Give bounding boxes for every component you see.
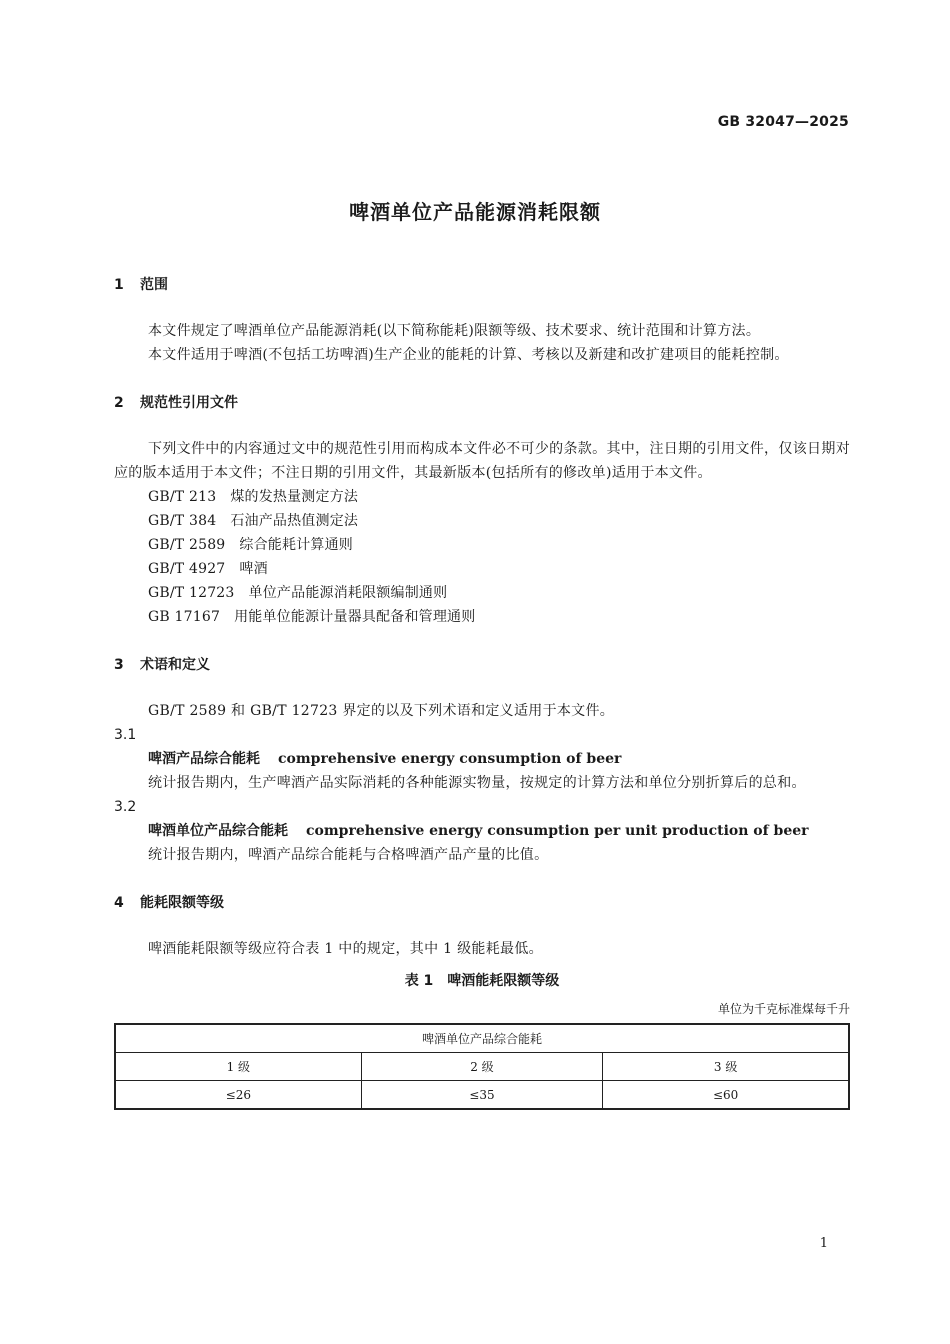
term-name-zh: 啤酒产品综合能耗 — [148, 751, 260, 767]
table-grade-cell: 3 级 — [603, 1053, 849, 1081]
section-1-number: 1 — [114, 277, 124, 293]
reference-title: 单位产品能源消耗限额编制通则 — [248, 585, 448, 601]
reference-code: GB/T 2589 — [148, 537, 226, 553]
table-header-cell: 啤酒单位产品综合能耗 — [115, 1024, 849, 1053]
term-number: 3.2 — [114, 799, 137, 815]
section-3-intro: GB/T 2589 和 GB/T 12723 界定的以及下列术语和定义适用于本文件。 — [148, 703, 615, 719]
table-caption: 表 1 啤酒能耗限额等级 — [404, 973, 560, 989]
reference-item — [114, 509, 850, 533]
document-title: 啤酒单位产品能源消耗限额 — [349, 200, 601, 224]
section-3-title: 术语和定义 — [140, 657, 210, 673]
term-definition: 统计报告期内，啤酒产品综合能耗与合格啤酒产品产量的比值。 — [148, 847, 549, 863]
section-2-title: 规范性引用文件 — [140, 395, 238, 411]
document-body — [114, 273, 850, 1110]
term-name — [114, 819, 850, 843]
section-1-paragraph-1: 本文件规定了啤酒单位产品能源消耗(以下简称能耗)限额等级、技术要求、统计范围和计算方法。 — [148, 323, 761, 339]
reference-title: 用能单位能源计量器具配备和管理通则 — [234, 609, 476, 625]
section-1-paragraph-2: 本文件适用于啤酒(不包括工坊啤酒)生产企业的能耗的计算、考核以及新建和改扩建项目的能耗控制。 — [148, 347, 789, 363]
table-grade-cell: 1 级 — [115, 1053, 361, 1081]
section-4-number: 4 — [114, 895, 124, 911]
reference-title: 啤酒 — [239, 561, 268, 577]
term-definition: 统计报告期内，生产啤酒产品实际消耗的各种能源实物量，按规定的计算方法和单位分别折算后的总和。 — [148, 775, 806, 791]
section-2-heading — [114, 391, 850, 415]
reference-code: GB/T 213 — [148, 489, 217, 505]
table-row — [115, 1053, 849, 1081]
reference-item — [114, 533, 850, 557]
table-unit-note: 单位为千克标准煤每千升 — [717, 1002, 850, 1016]
term-number: 3.1 — [114, 727, 137, 743]
reference-item — [114, 605, 850, 629]
standard-code: GB 32047—2025 — [717, 114, 849, 130]
term-name-en: comprehensive energy consumption of beer — [278, 751, 622, 767]
table-value-cell: ≤26 — [115, 1081, 361, 1110]
term-name — [114, 747, 850, 771]
section-2-number: 2 — [114, 395, 124, 411]
reference-item — [114, 485, 850, 509]
reference-title: 综合能耗计算通则 — [239, 537, 354, 553]
section-2-intro: 下列文件中的内容通过文中的规范性引用而构成本文件必不可少的条款。其中，注日期的引用文件，仅该日期对应的版本适用于本文件；不注日期的引用文件，其最新版本(包括所有的修改单)适用于本文件。 — [114, 441, 850, 481]
table-grade-cell: 2 级 — [361, 1053, 603, 1081]
reference-code: GB 17167 — [148, 609, 221, 625]
term-name-zh: 啤酒单位产品综合能耗 — [148, 823, 288, 839]
section-4-paragraph: 啤酒能耗限额等级应符合表 1 中的规定，其中 1 级能耗最低。 — [148, 941, 543, 957]
reference-item — [114, 581, 850, 605]
energy-limit-table — [114, 1023, 850, 1110]
reference-code: GB/T 4927 — [148, 561, 226, 577]
reference-code: GB/T 384 — [148, 513, 217, 529]
section-3-heading — [114, 653, 850, 677]
table-value-cell: ≤60 — [603, 1081, 849, 1110]
table-row — [115, 1081, 849, 1110]
term-name-en: comprehensive energy consumption per unit production of beer — [306, 823, 809, 839]
reference-code: GB/T 12723 — [148, 585, 235, 601]
reference-title: 石油产品热值测定法 — [230, 513, 359, 529]
section-1-heading — [114, 273, 850, 297]
section-4-heading — [114, 891, 850, 915]
section-1-title: 范围 — [140, 277, 168, 293]
reference-item — [114, 557, 850, 581]
table-value-cell: ≤35 — [361, 1081, 603, 1110]
table-row — [115, 1024, 849, 1053]
reference-title: 煤的发热量测定方法 — [230, 489, 359, 505]
section-3-number: 3 — [114, 657, 124, 673]
page-number: 1 — [819, 1236, 828, 1251]
section-4-title: 能耗限额等级 — [140, 895, 224, 911]
